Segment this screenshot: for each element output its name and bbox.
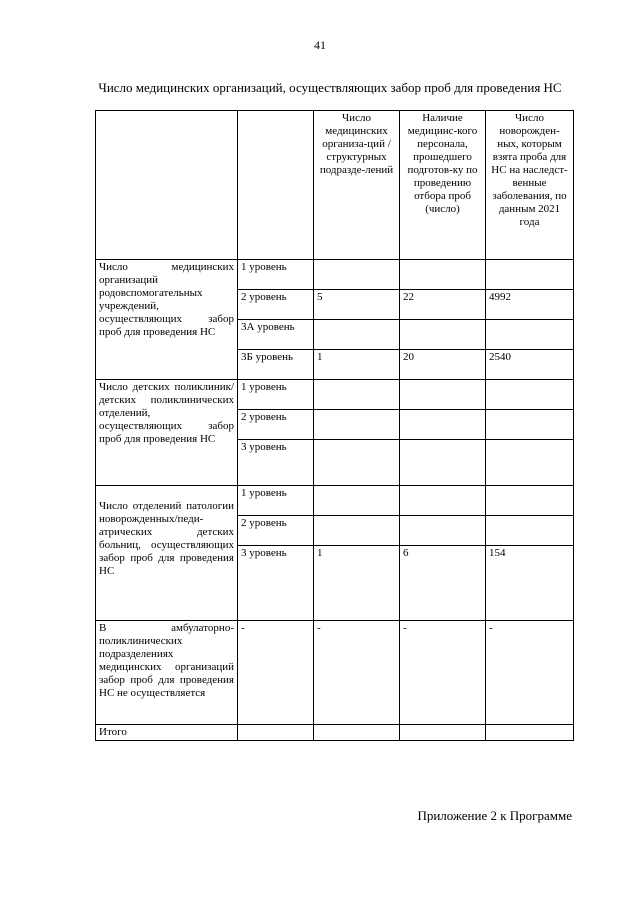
staff-cell [400, 725, 486, 741]
staff-cell [400, 410, 486, 440]
header-cell-label [96, 111, 238, 260]
orgs-cell: - [314, 621, 400, 725]
newborns-cell: 4992 [486, 290, 574, 320]
header-cell-level [238, 111, 314, 260]
staff-cell [400, 380, 486, 410]
outpatient-label: В амбулаторно-поликлинических подразделениях медицинских организаций забор проб для проведения НС не осуществляется [96, 621, 238, 725]
level-cell: 3А уровень [238, 320, 314, 350]
level-cell: 2 уровень [238, 516, 314, 546]
table-total-row [96, 725, 574, 741]
orgs-cell [314, 486, 400, 516]
staff-cell [400, 486, 486, 516]
total-label: Итого [96, 725, 238, 741]
level-cell: 3 уровень [238, 546, 314, 621]
header-cell-newborns: Число новорожден-ных, которым взята проба для НС на наследст-венные заболевания, по данным 2021 года [486, 111, 574, 260]
level-cell: 1 уровень [238, 380, 314, 410]
header-cell-staff: Наличие медицинс-кого персонала, прошедшего подготов-ку по проведению отбора проб (число) [400, 111, 486, 260]
newborns-cell: 154 [486, 546, 574, 621]
orgs-cell [314, 440, 400, 486]
table-row [96, 621, 574, 725]
orgs-cell [314, 516, 400, 546]
page-number: 41 [314, 38, 326, 52]
orgs-cell [314, 725, 400, 741]
level-cell: 3 уровень [238, 440, 314, 486]
level-cell: 3Б уровень [238, 350, 314, 380]
group-label-polyclinics: Число детских поликлиник/детских поликлинических отделений, осуществляющих забор проб для проведения НС [96, 380, 238, 486]
staff-cell: 22 [400, 290, 486, 320]
table-row [96, 260, 574, 290]
newborns-cell [486, 516, 574, 546]
organizations-table [95, 110, 574, 741]
staff-cell [400, 440, 486, 486]
group-label-maternity: Число медицинских организаций родовспомогательных учреждений, осуществляющих забор проб для проведения НС [96, 260, 238, 380]
staff-cell: 6 [400, 546, 486, 621]
orgs-cell [314, 380, 400, 410]
table-title: Число медицинских организаций, осуществляющих забор проб для проведения НС [98, 80, 562, 95]
header-cell-orgs: Число медицинских организа-ций / структурных подразде-лений [314, 111, 400, 260]
table-row [96, 486, 574, 516]
orgs-cell: 1 [314, 546, 400, 621]
newborns-cell [486, 380, 574, 410]
newborns-cell [486, 725, 574, 741]
newborns-cell [486, 486, 574, 516]
level-cell [238, 725, 314, 741]
table-row [96, 380, 574, 410]
staff-cell [400, 320, 486, 350]
orgs-cell [314, 410, 400, 440]
level-cell: 2 уровень [238, 290, 314, 320]
appendix-note: Приложение 2 к Программе [417, 808, 572, 823]
newborns-cell [486, 320, 574, 350]
orgs-cell [314, 320, 400, 350]
newborns-cell: 2540 [486, 350, 574, 380]
level-cell: 1 уровень [238, 260, 314, 290]
newborns-cell [486, 260, 574, 290]
staff-cell [400, 516, 486, 546]
table-header-row [96, 111, 574, 260]
staff-cell [400, 260, 486, 290]
newborns-cell: - [486, 621, 574, 725]
staff-cell: - [400, 621, 486, 725]
orgs-cell: 1 [314, 350, 400, 380]
level-cell: 2 уровень [238, 410, 314, 440]
level-cell: 1 уровень [238, 486, 314, 516]
orgs-cell [314, 260, 400, 290]
newborns-cell [486, 440, 574, 486]
orgs-cell: 5 [314, 290, 400, 320]
level-cell: - [238, 621, 314, 725]
group-label-neonatal-pathology: Число отделений патологии новорожденных/педи-атрических детских больниц, осуществляющих забор проб для проведения НС [96, 486, 238, 621]
newborns-cell [486, 410, 574, 440]
staff-cell: 20 [400, 350, 486, 380]
